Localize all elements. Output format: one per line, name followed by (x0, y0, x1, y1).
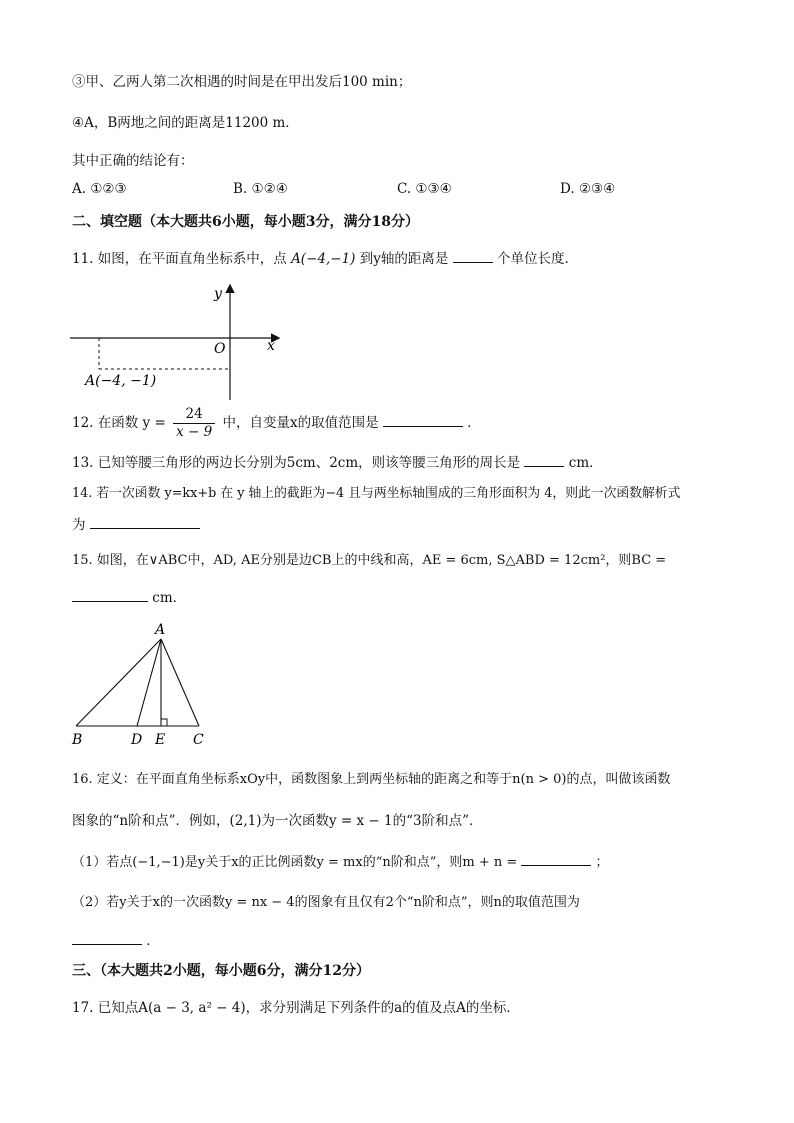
section3-heading: 三、（本大题共2小题，每小题6分，满分12分） (72, 963, 370, 979)
q10-option-c: C. ①③④ (397, 181, 452, 197)
q13-answer-blank[interactable] (524, 452, 564, 467)
q11-text-after: 个单位长度． (496, 251, 578, 267)
q12-answer-blank[interactable] (383, 412, 463, 427)
q12-text-before: 12. 在函数 y = (72, 415, 166, 431)
q11-figure (60, 282, 300, 402)
q16-line2: 图象的“n阶和点”．例如，(2,1)为一次函数y = x − 1的“3阶和点”． (72, 813, 483, 829)
q12-end: ． (467, 415, 481, 431)
q14-answer-blank[interactable] (90, 514, 200, 529)
q11-origin-label: O (214, 341, 226, 357)
q16-part2-answer-blank[interactable] (72, 930, 142, 945)
section2-heading: 二、填空题（本大题共6小题，每小题3分，满分18分） (72, 214, 419, 230)
q15-unit: cm． (152, 590, 187, 606)
q15-label-c: C (193, 732, 204, 748)
q15-right-angle-mark (161, 719, 167, 726)
q12-text (72, 404, 481, 442)
q15-figure (66, 620, 226, 750)
q16-part2: （2）若y关于x的一次函数y = nx − 4的图象有且仅有2个“n阶和点”，则n的取值范围为 (72, 895, 580, 910)
q10-option-d: D. ②③④ (560, 181, 616, 197)
q16-line1: 16. 定义：在平面直角坐标系xOy中，函数图象上到两坐标轴的距离之和等于n(n > 0)的点，叫做该函数 (72, 772, 671, 787)
q16-part1-text: （1）若点(−1,−1)是y关于x的正比例函数y = mx的“n阶和点”，则m + n = (72, 855, 518, 870)
q11-point-label: A(−4, −1) (85, 373, 157, 389)
q13-text-before: 13. 已知等腰三角形的两边长分别为5cm、2cm，则该等腰三角形的周长是 (72, 455, 521, 471)
q11-y-label: y (214, 286, 222, 302)
q16-part1-answer-blank[interactable] (521, 851, 591, 866)
q16-part1-end: ； (595, 855, 609, 870)
q10-option-b: B. ①②④ (233, 181, 288, 197)
q14-line1: 14. 若一次函数 y=kx+b 在 y 轴上的截距为−4 且与两坐标轴围成的三角形面积为 4，则此一次函数解析式 (72, 486, 681, 501)
q11-text (72, 248, 578, 269)
q15-answer-blank[interactable] (72, 587, 148, 602)
q16-part1 (72, 851, 609, 873)
q10-option-a: A. ①②③ (72, 181, 127, 197)
q15-side-ac (161, 639, 199, 726)
q14-line2-text: 为 (72, 517, 86, 533)
q11-x-label: x (267, 338, 275, 354)
q13-text (72, 452, 603, 473)
q13-text-after: cm． (568, 455, 603, 471)
q10-item4: ④A，B两地之间的距离是11200 m． (72, 115, 299, 131)
q15-line2 (72, 587, 186, 608)
q11-point: A(−4,−1) (291, 251, 356, 267)
q11-text-mid: 到y轴的距离是 (359, 251, 449, 267)
q16-part2-end: ． (146, 933, 160, 949)
q12-frac-num: 24 (173, 406, 215, 424)
q15-side-ab (76, 639, 161, 726)
q17-text: 17. 已知点A(a − 3, a² − 4)，求分别满足下列条件的a的值及点A的坐标． (72, 1000, 520, 1016)
q11-answer-blank[interactable] (453, 248, 493, 263)
q10-item3: ③甲、乙两人第二次相遇的时间是在甲出发后100 min； (72, 74, 412, 90)
q16-part2-answer (72, 930, 160, 951)
q12-text-after: 中，自变量x的取值范围是 (222, 415, 379, 431)
q12-frac-den: x − 9 (176, 424, 213, 440)
q14-line2 (72, 514, 200, 535)
q15-label-b: B (72, 732, 83, 748)
q12-fraction (173, 406, 215, 441)
q15-label-a: A (155, 622, 166, 638)
q15-line1: 15. 如图，在∨ABC中，AD, AE分别是边CB上的中线和高，AE = 6cm, S△ABD = 12cm²，则BC = (72, 553, 667, 568)
q15-label-d: D (131, 732, 143, 748)
q10-conclusion: 其中正确的结论有： (72, 153, 194, 169)
q11-text-before: 11. 如图，在平面直角坐标系中，点 (72, 251, 287, 267)
q15-label-e: E (155, 732, 166, 748)
